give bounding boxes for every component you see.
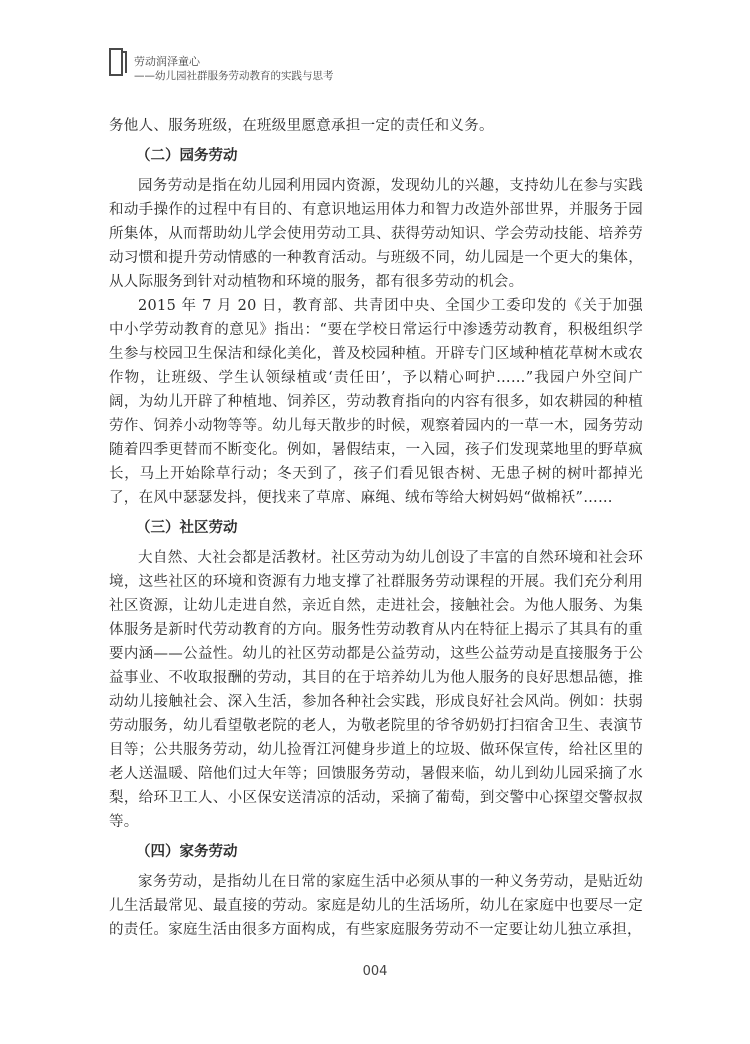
running-header [109, 48, 529, 88]
paragraph-continued: 务他人、服务班级，在班级里愿意承担一定的责任和义务。 [109, 118, 494, 134]
book-logo-icon [109, 48, 129, 80]
page-number: 004 [362, 964, 388, 979]
section-heading-community-labor: （三）社区劳动 [136, 520, 238, 536]
paragraph-household-labor: 家务劳动，是指幼儿在日常的家庭生活中必须从事的一种义务劳动，是贴近幼儿生活最常见、最直接的劳动。家庭是幼儿的生活场所，幼儿在家庭中也要尽一定的责任。家庭生活由很多方面构成，有些家庭服务劳动不一定要让幼儿独立承担， [109, 874, 643, 938]
paragraph-garden-labor-intro: 园务劳动是指在幼儿园利用园内资源，发现幼儿的兴趣，支持幼儿在参与实践和动手操作的过程中有目的、有意识地运用体力和智力改造外部世界，并服务于园所集体，从而帮助幼儿学会使用劳动工具、获得劳动知识、学会劳动技能、培养劳动习惯和提升劳动情感的一种教育活动。与班级不同，幼儿园是一个更大的集体，从人际服务到针对动植物和环境的服务，都有很多劳动的机会。 [109, 178, 643, 290]
paragraph-community-labor: 大自然、大社会都是活教材。社区劳动为幼儿创设了丰富的自然环境和社会环境，这些社区的环境和资源有力地支撑了社群服务劳动课程的开展。我们充分利用社区资源，让幼儿走进自然，亲近自然，走进社会，接触社会。为他人服务、为集体服务是新时代劳动教育的方向。服务性劳动教育从内在特征上揭示了其具有的重要内涵——公益性。幼儿的社区劳动都是公益劳动，这些公益劳动是直接服务于公益事业、不收取报酬的劳动，其目的在于培养幼儿为他人服务的良好思想品德，推动幼儿接触社会、深入生活，参加各种社会实践，形成良好社会风尚。例如：扶弱劳动服务，幼儿看望敬老院的老人，为敬老院里的爷爷奶奶打扫宿舍卫生、表演节目等；公共服务劳动，幼儿捡胥江河健身步道上的垃圾、做环保宣传，给社区里的老人送温暖、陪他们过大年等；回馈服务劳动，暑假来临，幼儿到幼儿园采摘了水梨，给环卫工人、小区保安送清凉的活动，采摘了葡萄，到交警中心探望交警叔叔等。 [109, 550, 643, 830]
header-subtitle: ——幼儿园社群服务劳动教育的实践与思考 [134, 70, 334, 82]
section-heading-household-labor: （四）家务劳动 [136, 844, 238, 860]
section-heading-garden-labor: （二）园务劳动 [136, 148, 238, 164]
header-title: 劳动润泽童心 [134, 55, 200, 68]
paragraph-garden-labor-policy: 2015 年 7 月 20 日，教育部、共青团中央、全国少工委印发的《关于加强中小学劳动教育的意见》指出：“要在学校日常运行中渗透劳动教育，积极组织学生参与校园卫生保洁和绿化美化，普及校园种植。开辟专门区域种植花草树木或农作物，让班级、学生认领绿植或‘责任田’，予以精心呵护……”我园户外空间广阔，为幼儿开辟了种植地、饲养区，劳动教育指向的内容有很多，如农耕园的种植劳作、饲养小动物等等。幼儿每天散步的时候，观察着园内的一草一木，园务劳动随着四季更替而不断变化。例如，暑假结束，一入园，孩子们发现菜地里的野草疯长，马上开始除草行动；冬天到了，孩子们看见银杏树、无患子树的树叶都掉光了，在风中瑟瑟发抖，便找来了草席、麻绳、绒布等给大树妈妈“做棉袄”…… [109, 298, 643, 506]
page-body [109, 114, 643, 942]
